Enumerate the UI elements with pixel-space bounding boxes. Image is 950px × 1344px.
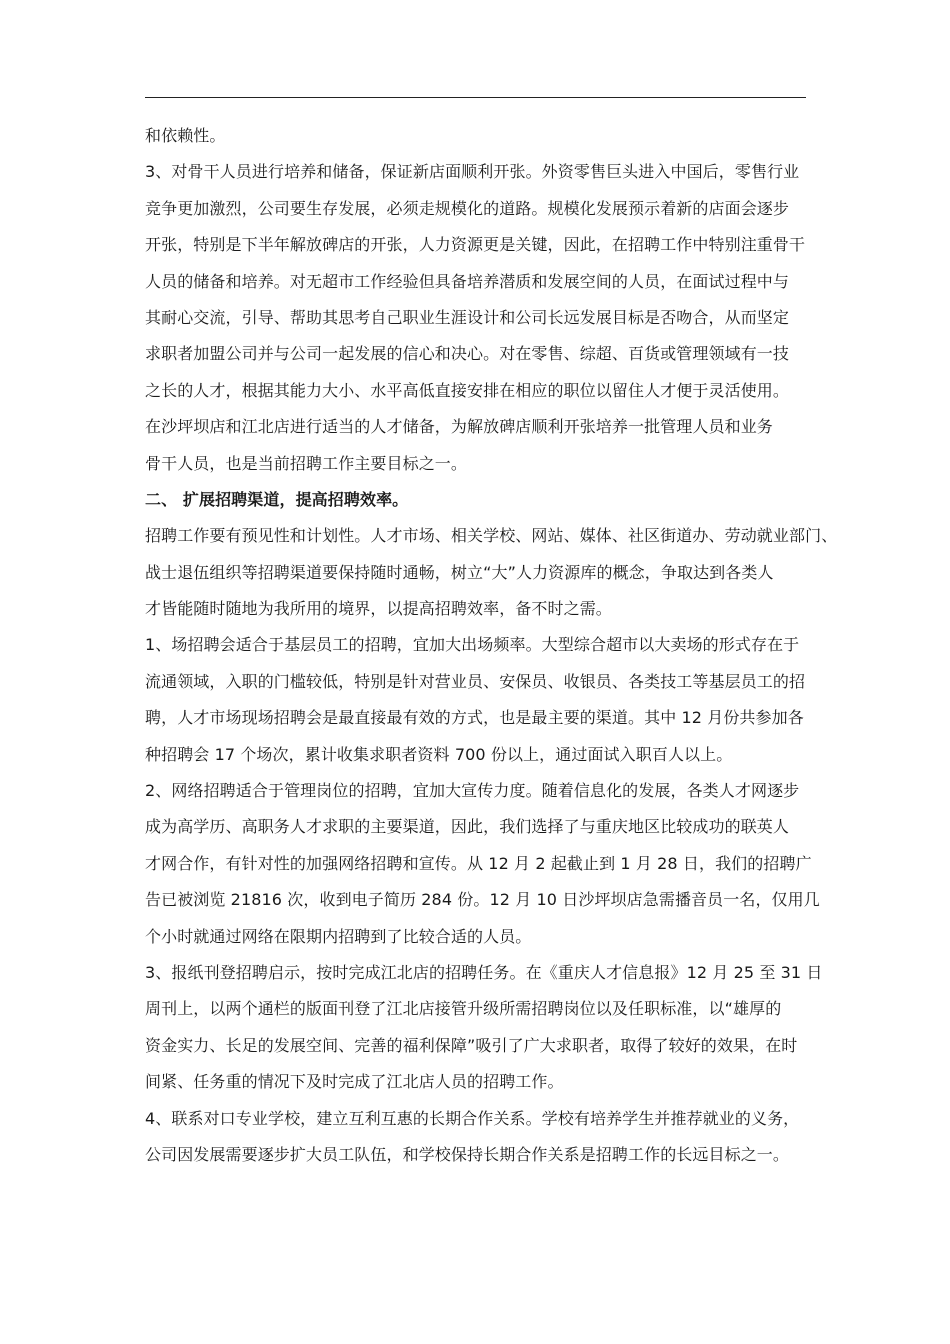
text-line: 和依赖性。: [145, 126, 226, 145]
text-line: 骨干人员，也是当前招聘工作主要目标之一。: [145, 453, 468, 473]
text-line: 聘，人才市场现场招聘会是最直接最有效的方式，也是最主要的渠道。其中 12 月份共参加各: [145, 708, 804, 728]
text-line: 种招聘会 17 个场次，累计收集求职者资料 700 份以上，通过面试入职百人以上。: [145, 744, 733, 764]
text-line: 告已被浏览 21816 次，收到电子简历 284 份。12 月 10 日沙坪坝店急需播音员一名，仅用几: [145, 890, 820, 910]
text-line: 其耐心交流，引导、帮助其思考自己职业生涯设计和公司长远发展目标是否吻合，从而坚定: [145, 307, 790, 327]
text-line: 3、对骨干人员进行培养和储备，保证新店面顺利开张。外资零售巨头进入中国后，零售行业: [145, 162, 800, 182]
text-line: 求职者加盟公司并与公司一起发展的信心和决心。对在零售、综超、百货或管理领域有一技: [145, 344, 790, 364]
section-heading: 二、 扩展招聘渠道，提高招聘效率。: [145, 489, 409, 509]
text-line: 2、网络招聘适合于管理岗位的招聘，宜加大宣传力度。随着信息化的发展，各类人才网逐步: [145, 781, 800, 801]
text-line: 成为高学历、高职务人才求职的主要渠道，因此，我们选择了与重庆地区比较成功的联英人: [145, 817, 790, 837]
text-line: 流通领域，入职的门槛较低，特别是针对营业员、安保员、收银员、各类技工等基层员工的招: [145, 671, 806, 691]
text-line: 1、场招聘会适合于基层员工的招聘，宜加大出场频率。大型综合超市以大卖场的形式存在于: [145, 635, 800, 655]
text-line: 才皆能随时随地为我所用的境界，以提高招聘效率，备不时之需。: [145, 599, 612, 619]
text-line: 才网合作，有针对性的加强网络招聘和宣传。从 12 月 2 起截止到 1 月 28 日，我们的招聘广: [145, 853, 812, 873]
document-body: [145, 118, 838, 1173]
text-line: 周刊上，以两个通栏的版面刊登了江北店接管升级所需招聘岗位以及任职标准，以“雄厚的: [145, 999, 782, 1019]
text-line: 招聘工作要有预见性和计划性。人才市场、相关学校、网站、媒体、社区街道办、劳动就业部门、: [145, 526, 838, 546]
text-line: 之长的人才，根据其能力大小、水平高低直接安排在相应的职位以留住人才便于灵活使用。: [145, 380, 790, 400]
text-line: 资金实力、长足的发展空间、完善的福利保障”吸引了广大求职者，取得了较好的效果，在时: [145, 1035, 798, 1055]
text-line: 间紧、任务重的情况下及时完成了江北店人员的招聘工作。: [145, 1072, 564, 1092]
text-line: 在沙坪坝店和江北店进行适当的人才储备，为解放碑店顺利开张培养一批管理人员和业务: [145, 417, 773, 437]
text-line: 战士退伍组织等招聘渠道要保持随时通畅，树立“大”人力资源库的概念，争取达到各类人: [145, 562, 774, 582]
text-line: 竞争更加激烈，公司要生存发展，必须走规模化的道路。规模化发展预示着新的店面会逐步: [145, 198, 790, 218]
text-line: 个小时就通过网络在限期内招聘到了比较合适的人员。: [145, 926, 532, 946]
text-line: 4、联系对口专业学校，建立互利互惠的长期合作关系。学校有培养学生并推荐就业的义务，: [145, 1108, 800, 1128]
text-line: 人员的储备和培养。对无超市工作经验但具备培养潜质和发展空间的人员，在面试过程中与: [145, 271, 790, 291]
header-rule: [145, 97, 806, 98]
text-line: 开张，特别是下半年解放碑店的开张，人力资源更是关键，因此，在招聘工作中特别注重骨干: [145, 235, 806, 255]
text-line: 3、报纸刊登招聘启示，按时完成江北店的招聘任务。在《重庆人才信息报》12 月 25 至 31 日: [145, 962, 823, 982]
text-line: 公司因发展需要逐步扩大员工队伍，和学校保持长期合作关系是招聘工作的长远目标之一。: [145, 1144, 790, 1164]
